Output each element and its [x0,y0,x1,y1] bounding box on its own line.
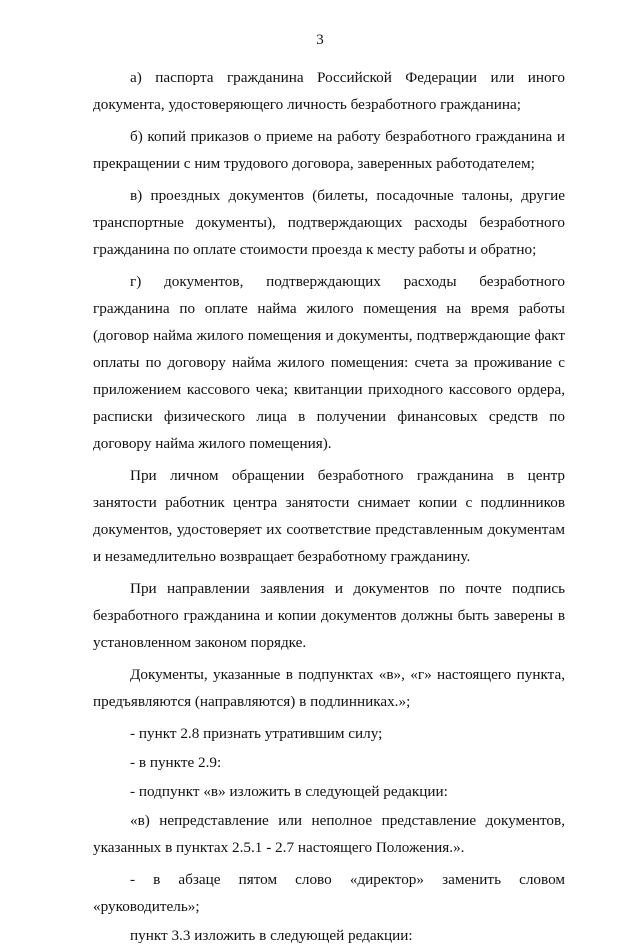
paragraph-g-housing-documents: г) документов, подтверждающих расходы безработного гражданина по оплате найма жилого помещения на время работы (договор найма жилого помещения и документы, подтверждающие факт оплаты по договору найма жилого помещения: счета за проживание с приложением кассового чека; квитанции приходного кассового ордера, расписки физического лица в получении финансовых средств по договору найма жилого помещения). [93,273,565,452]
paragraph-item-2-9: - в пункте 2.9: [130,754,222,771]
paragraph-director-replacement: - в абзаце пятом слово «директор» заменить словом «руководитель»; [93,871,565,915]
paragraph-a-passport: а) паспорта гражданина Российской Федерации или иного документа, удостоверяющего личность безработного гражданина; [93,69,565,113]
paragraph-item-2-8: - пункт 2.8 признать утратившим силу; [130,725,383,742]
paragraph-b-orders: б) копий приказов о приеме на работу безработного гражданина и прекращении с ним трудового договора, заверенных работодателем; [93,128,565,172]
paragraph-personal-visit: При личном обращении безработного гражданина в центр занятости работник центра занятости снимает копии с подлинников документов, удостоверяет их соответствие представленным документам и незамедлительно возвращает безработному гражданину. [93,467,565,565]
paragraph-mail-submission: При направлении заявления и документов по почте подпись безработного гражданина и копии документов должны быть заверены в установленном законом порядке. [93,580,565,651]
paragraph-item-3-3: пункт 3.3 изложить в следующей редакции: [130,927,413,944]
paragraph-new-subitem-v: «в) непредставление или неполное представление документов, указанных в пунктах 2.5.1 - 2.7 настоящего Положения.». [93,812,565,856]
page-number: 3 [316,32,324,48]
document-body [93,64,565,951]
paragraph-v-travel-documents: в) проездных документов (билеты, посадочные талоны, другие транспортные документы), подтверждающих расходы безработного гражданина по оплате стоимости проезда к месту работы и обратно; [93,187,565,258]
paragraph-subitem-v: - подпункт «в» изложить в следующей редакции: [130,783,448,800]
paragraph-originals: Документы, указанные в подпунктах «в», «г» настоящего пункта, предъявляются (направляются) в подлинниках.»; [93,666,565,710]
